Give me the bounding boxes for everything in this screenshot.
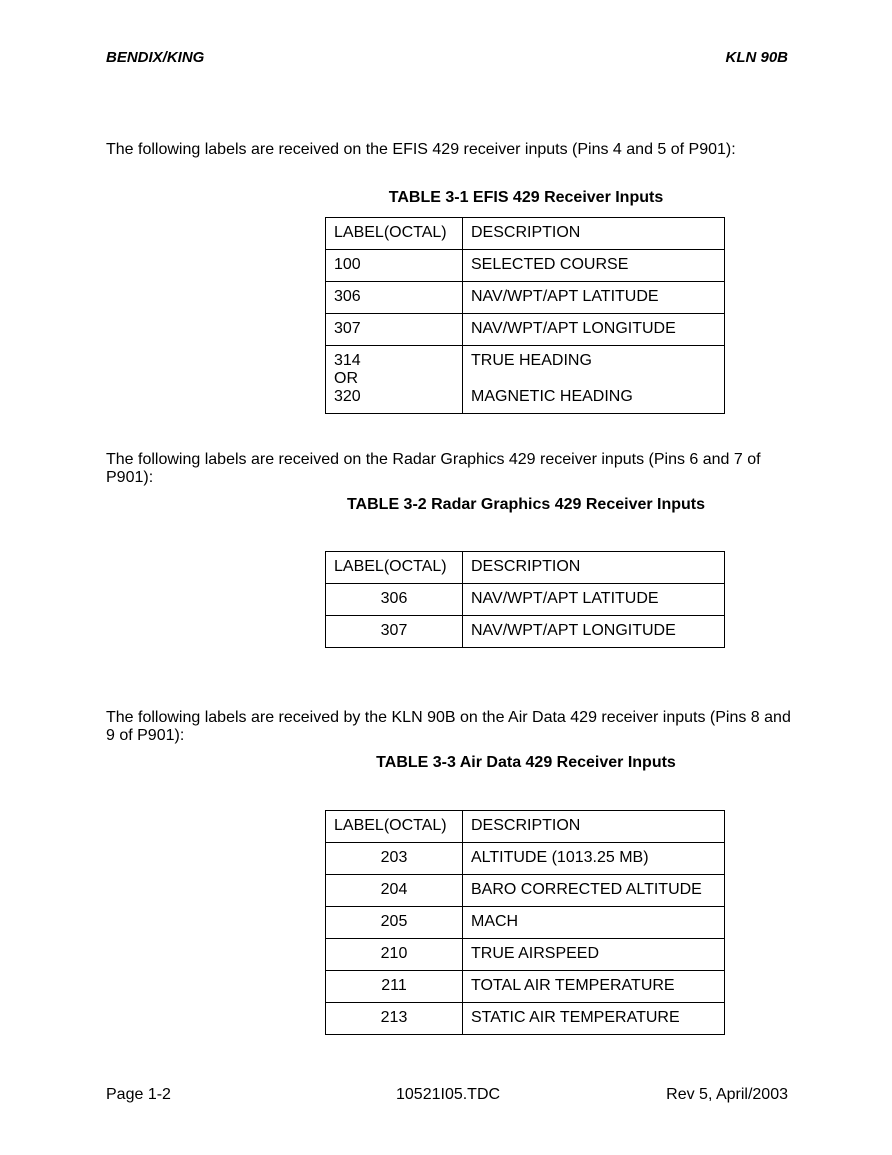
intro-paragraph-3: The following labels are received by the KLN 90B on the Air Data 429 receiver inputs (Pins 8 and 9 of P901):: [106, 709, 791, 744]
table-row: [326, 584, 725, 616]
intro-paragraph-2: The following labels are received on the Radar Graphics 429 receiver inputs (Pins 6 and 7 of P901):: [106, 451, 761, 486]
row-label: 307: [326, 616, 463, 648]
header-description: DESCRIPTION: [463, 552, 725, 584]
table-header-row: [326, 552, 725, 584]
row-label: 306: [326, 282, 463, 314]
header-label: LABEL(OCTAL): [326, 218, 463, 250]
intro-paragraph-1: The following labels are received on the EFIS 429 receiver inputs (Pins 4 and 5 of P901):: [106, 141, 736, 158]
table-row: [326, 1003, 725, 1035]
row-label: 210: [326, 939, 463, 971]
table-row: [326, 907, 725, 939]
row-label: 213: [326, 1003, 463, 1035]
footer-page-number: Page 1-2: [106, 1086, 171, 1103]
row-description: ALTITUDE (1013.25 MB): [463, 843, 725, 875]
table-3: [325, 810, 725, 1035]
table-row: [326, 314, 725, 346]
table-row: [326, 971, 725, 1003]
row-label: 211: [326, 971, 463, 1003]
row-description: NAV/WPT/APT LONGITUDE: [463, 314, 725, 346]
row-label: 100: [326, 250, 463, 282]
row-description: STATIC AIR TEMPERATURE: [463, 1003, 725, 1035]
row-label: 204: [326, 875, 463, 907]
label-line: OR: [334, 370, 358, 387]
footer-document-id: 10521I05.TDC: [396, 1086, 501, 1103]
table-row: [326, 939, 725, 971]
row-description: SELECTED COURSE: [463, 250, 725, 282]
row-label: 306: [326, 584, 463, 616]
header-description: DESCRIPTION: [463, 218, 725, 250]
row-label: 205: [326, 907, 463, 939]
row-description: MACH: [463, 907, 725, 939]
table-row: [326, 346, 725, 414]
table-1: [325, 217, 725, 414]
row-description: NAV/WPT/APT LATITUDE: [463, 282, 725, 314]
table-row: [326, 250, 725, 282]
table-2: [325, 551, 725, 648]
table-header-row: [326, 811, 725, 843]
row-description: TOTAL AIR TEMPERATURE: [463, 971, 725, 1003]
table-3-caption: TABLE 3-3 Air Data 429 Receiver Inputs: [376, 754, 676, 771]
header-label: LABEL(OCTAL): [326, 811, 463, 843]
row-label: 307: [326, 314, 463, 346]
row-label: 203: [326, 843, 463, 875]
table-row: [326, 282, 725, 314]
footer-revision: Rev 5, April/2003: [666, 1086, 788, 1103]
row-description: NAV/WPT/APT LONGITUDE: [463, 616, 725, 648]
row-description: BARO CORRECTED ALTITUDE: [463, 875, 725, 907]
label-line: 320: [334, 388, 361, 405]
row-description: TRUE AIRSPEED: [463, 939, 725, 971]
header-label: LABEL(OCTAL): [326, 552, 463, 584]
table-row: [326, 843, 725, 875]
table-header-row: [326, 218, 725, 250]
label-line: 314: [334, 352, 361, 369]
table-2-caption: TABLE 3-2 Radar Graphics 429 Receiver Inputs: [346, 496, 706, 513]
table-row: [326, 616, 725, 648]
row-label-multi: [326, 346, 463, 414]
table-row: [326, 875, 725, 907]
header-description: DESCRIPTION: [463, 811, 725, 843]
header-left: BENDIX/KING: [106, 49, 205, 66]
description-line: TRUE HEADING: [471, 352, 592, 369]
description-line: MAGNETIC HEADING: [471, 388, 633, 405]
table-1-caption: TABLE 3-1 EFIS 429 Receiver Inputs: [388, 189, 664, 206]
row-description: NAV/WPT/APT LATITUDE: [463, 584, 725, 616]
header-right: KLN 90B: [725, 49, 788, 66]
row-description-multi: [463, 346, 725, 414]
